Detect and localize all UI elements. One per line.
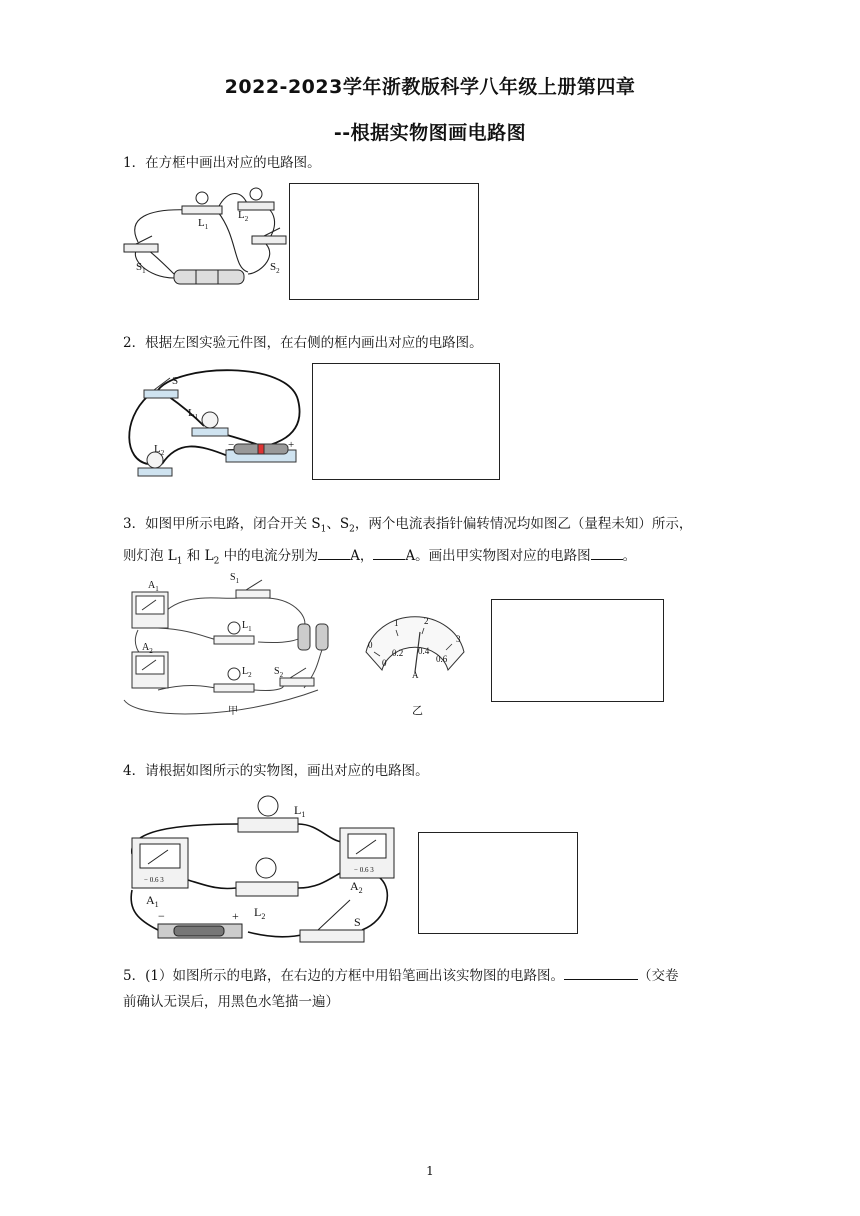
q4-label-minus: −	[158, 909, 165, 923]
q5-blank[interactable]	[564, 965, 638, 980]
q1-label-l1: $L_1$	[198, 217, 209, 231]
question-1-text: 1．在方框中画出对应的电路图。	[123, 155, 321, 171]
question-5-line-1: 5．(1）如图所示的电路，在右边的方框中用铅笔画出该实物图的电路图。 （交卷	[123, 963, 743, 989]
q3-label-s2: $S_2$	[274, 666, 284, 679]
q4-label-a2: $A_2$	[350, 879, 363, 895]
question-2-text: 2．根据左图实验元件图，在右侧的框内画出对应的电路图。	[123, 335, 483, 351]
question-3-figure-yi-meter	[360, 612, 470, 716]
q1-label-s2: $S_2$	[270, 261, 280, 275]
question-3-answer-box[interactable]	[491, 599, 664, 702]
question-2-answer-box[interactable]	[312, 363, 500, 480]
question-5-text	[123, 963, 743, 1015]
q3-label-a1: $A_1$	[148, 580, 159, 593]
q3-label-s1: $S_1$	[230, 572, 240, 585]
meter-unit: A	[412, 670, 419, 680]
question-5-line-2: 前确认无误后，用黑色水笔描一遍）	[123, 994, 339, 1010]
q3-blank-2[interactable]	[373, 545, 405, 560]
q4-label-plus: +	[232, 909, 239, 923]
q4-label-l2: $L_2$	[254, 905, 266, 921]
q4-range-a1: − 0.6 3	[144, 876, 164, 884]
question-3-line-1: 3．如图甲所示电路，闭合开关 $S_1$、$S_2$，两个电流表指针偏转情况均如图乙（量程未知）所示，	[123, 516, 693, 535]
q3-label-a2: $A_2$	[142, 642, 153, 655]
meter-zero: 0	[382, 658, 387, 668]
q4-label-a1: $A_1$	[146, 893, 159, 909]
q2-label-l1: $L_1$	[188, 407, 199, 421]
q3-label-l2: $L_2$	[242, 666, 252, 679]
meter-bottom-06: 0.6	[436, 654, 448, 664]
q3-blank-3[interactable]	[591, 545, 623, 560]
q2-label-minus: −	[228, 439, 235, 451]
question-3-line-2: 则灯泡 $L_1$ 和 $L_2$ 中的电流分别为 A， A。画出甲实物图对应的电路图 。	[123, 543, 743, 575]
meter-top-2: 2	[424, 616, 429, 626]
meter-bottom-04: 0.4	[418, 646, 430, 656]
q4-label-s: S	[354, 915, 361, 929]
question-3-figure-jia	[118, 570, 358, 718]
question-4-answer-box[interactable]	[418, 832, 578, 934]
q3-label-jia: 甲	[228, 706, 238, 717]
q3-blank-1[interactable]	[318, 545, 350, 560]
question-1-answer-box[interactable]	[289, 183, 479, 300]
question-4-figure	[118, 790, 398, 950]
meter-top-1: 1	[394, 618, 399, 628]
q2-label-s: S	[172, 375, 179, 387]
q2-label-plus: +	[288, 439, 295, 451]
q3-label-yi: 乙	[412, 705, 423, 716]
question-4-text: 4．请根据如图所示的实物图，画出对应的电路图。	[123, 763, 429, 779]
meter-top-0: 0	[368, 640, 373, 650]
q4-label-l1: $L_1$	[294, 803, 306, 819]
q3-label-l1: $L_1$	[242, 620, 252, 633]
q4-range-a2: − 0.6 3	[354, 866, 374, 874]
question-1-figure	[118, 178, 288, 290]
meter-top-3: 3	[456, 634, 461, 644]
question-2-figure	[118, 360, 308, 482]
page-title: 2022-2023学年浙教版科学八年级上册第四章	[224, 76, 636, 98]
q1-label-l2: $L_2$	[238, 209, 249, 223]
meter-bottom-02: 0.2	[392, 648, 404, 658]
page-number: 1	[426, 1164, 434, 1178]
q1-label-s1: $S_1$	[136, 261, 146, 275]
q2-label-l2: $L_2$	[154, 443, 165, 457]
page-subtitle: --根据实物图画电路图	[333, 122, 527, 144]
question-3-text	[123, 511, 743, 574]
